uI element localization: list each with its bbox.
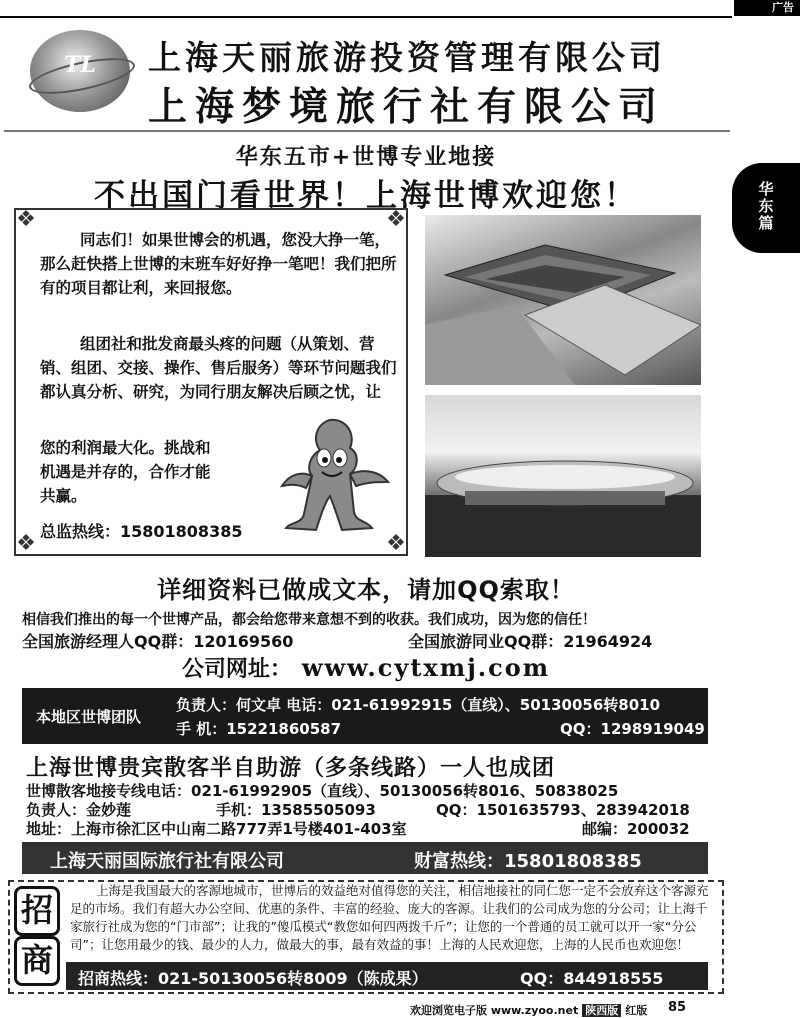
promise-text: 相信我们推出的每一个世博产品，都会给您带来意想不到的收获。我们成功，因为您的信任！ xyxy=(22,612,596,628)
ornament-icon: ❖ xyxy=(386,531,406,556)
ornament-icon: ❖ xyxy=(386,207,406,232)
tagline: 华东五市+世博专业地接 xyxy=(235,145,497,170)
footer-version: 红版 xyxy=(625,1004,648,1017)
local-team-contact: 负责人：何文卓 电话：021-61992915（直线）、50130056转8010 xyxy=(176,696,661,714)
intro-paragraph-3a: 您的利润最大化。挑战和 xyxy=(40,439,211,457)
recruit-qq: QQ：844918555 xyxy=(520,969,664,988)
qq-group-manager: 全国旅游经理人QQ群：120169560 xyxy=(22,632,294,651)
intro-paragraph-1: 同志们！如果世博会的机遇，您没大挣一笔，那么赶快搭上世博的末班车好好挣一笔吧！我们把所有的项目都让利，来回报您。 xyxy=(40,231,397,297)
vip-tour-phone: 世博散客地接专线电话：021-61992905（直线）、50130056转8016、50838025 xyxy=(26,782,619,800)
qq-group-peer: 全国旅游同业QQ群：21964924 xyxy=(408,632,653,651)
vip-tour-contact: 负责人：金妙莲 xyxy=(26,801,132,819)
ornament-icon: ❖ xyxy=(16,531,36,556)
local-team-panel xyxy=(22,688,708,744)
intl-agency-name: 上海天丽国际旅行社有限公司 xyxy=(50,851,284,872)
expo-culture-center-photo xyxy=(425,395,701,557)
intro-paragraph-3c: 共赢。 xyxy=(40,487,87,505)
wealth-hotline: 财富热线：15801808385 xyxy=(414,851,642,872)
recruit-hotline: 招商热线：021-50130056转8009（陈成果） xyxy=(78,969,428,988)
footer xyxy=(410,1002,647,1018)
website-line xyxy=(0,652,732,683)
intl-agency-bar xyxy=(22,842,708,874)
expo-china-pavilion-photo xyxy=(425,215,701,385)
local-team-title: 本地区世博团队 xyxy=(36,708,142,726)
director-hotline: 总监热线：15801808385 xyxy=(40,522,243,541)
header-rule xyxy=(0,16,732,18)
local-team-qq: QQ：1298919049 xyxy=(560,720,705,738)
website-label: 公司网址： xyxy=(181,657,292,682)
intro-paragraph-2: 组团社和批发商最头疼的问题（从策划、营销、组团、交接、操作、售后服务）等环节问题我们都认真分析、研究，为同行朋友解决后顾之忧，让 xyxy=(40,335,397,401)
vip-tour-postcode: 邮编：200032 xyxy=(582,820,690,838)
region-tab-char: 华 xyxy=(758,180,774,198)
vip-tour-title: 上海世博贵宾散客半自助游（多条线路）一人也成团 xyxy=(26,756,556,781)
footer-edition: 陕西版 xyxy=(582,1004,621,1017)
company-name-1: 上海天丽旅游投资管理有限公司 xyxy=(148,38,666,77)
vip-tour-address: 地址：上海市徐汇区中山南二路777弄1号楼401-403室 xyxy=(26,820,407,838)
local-team-mobile: 手 机：15221860587 xyxy=(176,720,342,738)
qq-banner: 详细资料已做成文本，请加QQ索取！ xyxy=(157,576,575,604)
region-tab-char: 东 xyxy=(758,197,774,215)
page-number: 85 xyxy=(668,1000,687,1015)
recruit-hotline-bar xyxy=(66,962,708,990)
intro-paragraph-3b: 机遇是并存的，合作才能 xyxy=(40,463,211,481)
website-url[interactable]: www.cytxmj.com xyxy=(301,653,551,682)
vip-tour-qq: QQ：1501635793、283942018 xyxy=(436,801,690,819)
ad-tag: 广告 xyxy=(734,0,800,16)
region-tab[interactable] xyxy=(732,163,800,253)
recruit-char-1: 招 xyxy=(14,886,60,936)
ornament-icon: ❖ xyxy=(16,207,36,232)
footer-browse[interactable]: 欢迎浏览电子版 www.zyoo.net xyxy=(410,1004,579,1017)
company-name-2: 上海梦境旅行社有限公司 xyxy=(148,85,666,130)
region-tab-char: 篇 xyxy=(758,214,774,232)
slogan: 不出国门看世界！上海世博欢迎您！ xyxy=(94,178,638,214)
recruit-char-2: 商 xyxy=(14,936,60,986)
haibao-mascot-icon xyxy=(276,414,394,534)
vip-tour-mobile: 手机：13585505093 xyxy=(216,801,376,819)
logo-monogram: TL xyxy=(64,52,96,78)
recruit-text: 上海是我国最大的客源地城市，世博后的效益绝对值得您的关注，相信地接社的同仁您一定不会放弃这个客源充足的市场。我们有超大办公空间、优惠的条件、丰富的经验、庞大的客源。让我们的公司成为您的分公司；让上海千家旅行社成为您的“门市部”；让我的”傻瓜模式“教您如何四两拨千斤”；让您的一个普通的员工就可以开一家“分公司”；让您用最少的钱、最少的人力，做最大的事，最有效益的事！上海的人民欢迎您，上海的人民币也欢迎您！ xyxy=(70,883,709,952)
